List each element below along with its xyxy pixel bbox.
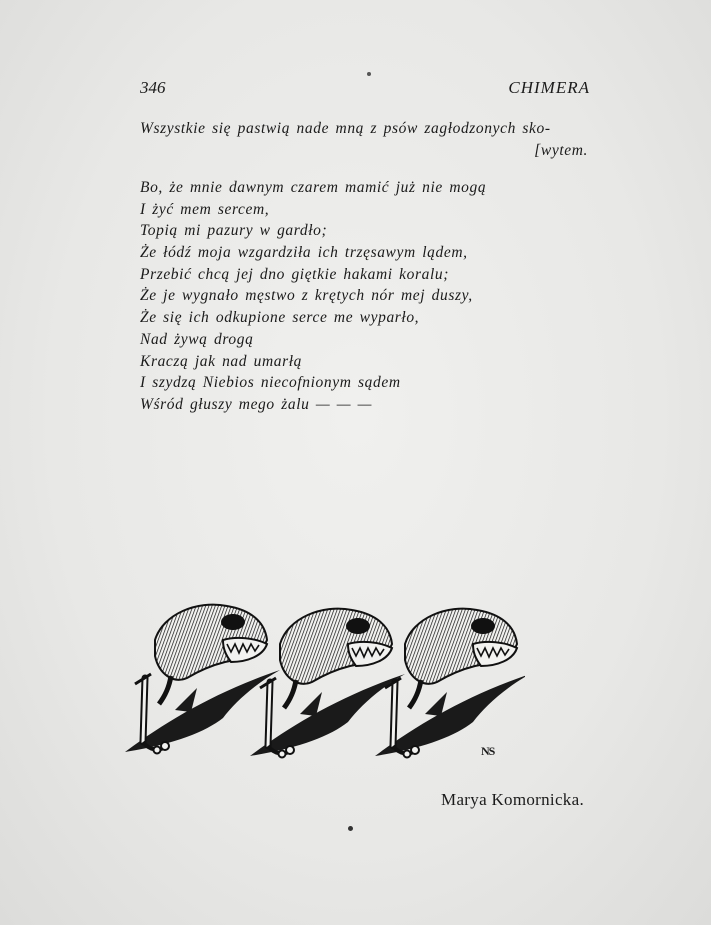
verse-line: Przebić chcą jej dno giętkie hakami koralu; [140,265,449,283]
verse-line: Że je wygnało męstwo z krętych nór mej duszy, [140,287,473,305]
ink-speck [367,72,371,76]
ink-speck [348,826,353,831]
stanza-2 [140,177,590,416]
verse-line: Wśród głuszy mego żalu — — — [140,395,373,413]
verse-line: Że się ich odkupione serce me wyparło, [140,309,420,327]
verse-line: Topią mi pazury w gardło; [140,222,328,240]
verse-line: I żyć mem sercem, [140,200,270,218]
author-signature: Marya Komornicka. [441,790,584,809]
running-head [140,78,590,102]
running-title: CHIMERA [508,78,590,97]
verse-line: Nad żywą drogą [140,330,254,348]
stanza-1 [140,118,590,162]
verse-turnover: [wytem. [534,142,588,159]
illustrator-monogram: NS [481,744,495,758]
verse-line: Bo, że mnie dawnym czarem mamić już nie mogą [140,179,487,196]
verse-line: Wszystkie się pastwią nade mną z psów zagłodzonych sko- [140,120,551,137]
verse-line: Że łódź moja wzgardziła ich trzęsawym lądem, [140,244,468,262]
verse-line: Kraczą jak nad umarłą [140,352,302,370]
page-number: 346 [140,78,166,97]
skull-on-scythe-vignette-icon [105,592,525,772]
verse-line: I szydzą Niebios niecofnionym sądem [140,374,401,392]
